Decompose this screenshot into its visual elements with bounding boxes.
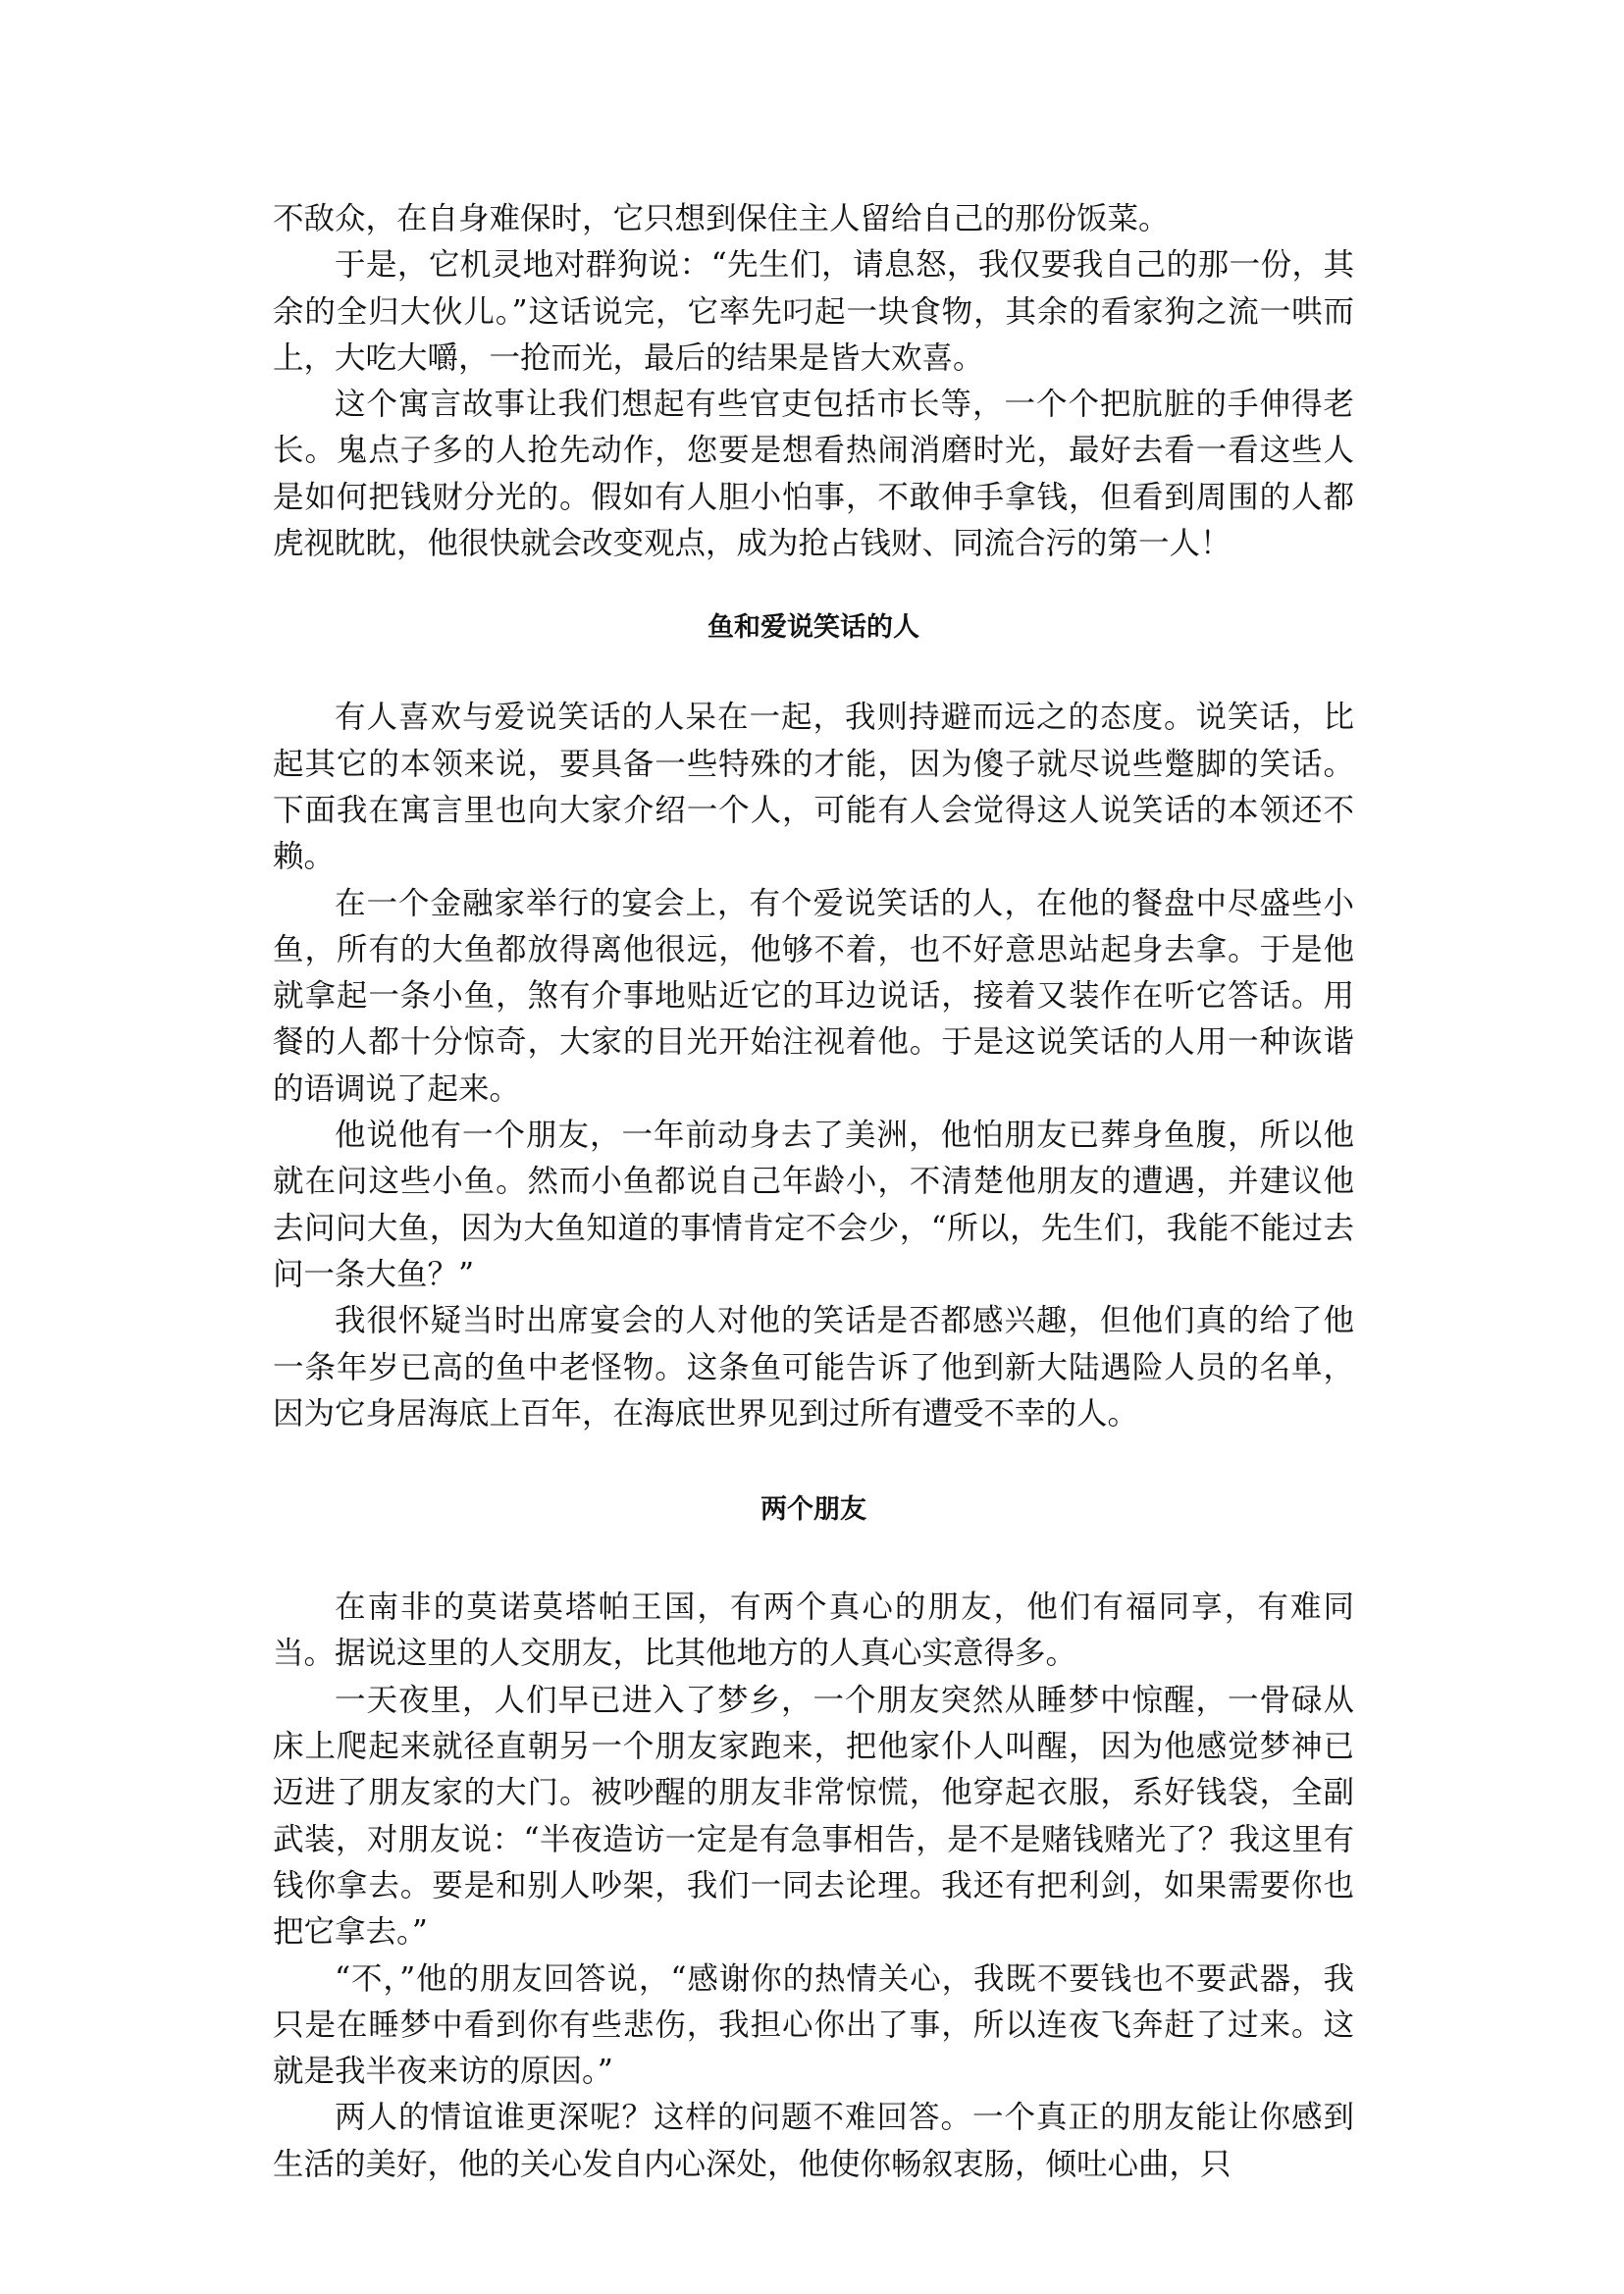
paragraph: “不，”他的朋友回答说，“感谢你的热情关心，我既不要钱也不要武器，我只是在睡梦中看到你有些悲伤，我担心你出了事，所以连夜飞奔赶了过来。这就是我半夜来访的原因。” [273, 1960, 1354, 2090]
section-title: 鱼和爱说笑话的人 [707, 612, 919, 644]
paragraph: 这个寓言故事让我们想起有些官吏包括市长等，一个个把肮脏的手伸得老长。鬼点子多的人抢先动作，您要是想看热闹消磨时光，最好去看一看这些人是如何把钱财分光的。假如有人胆小怕事，不敢伸手拿钱，但看到周围的人都虎视眈眈，他很快就会改变观点，成为抢占钱财、同流合污的第一人！ [273, 387, 1354, 562]
section-fish-and-joker [273, 608, 1354, 1437]
paragraph: 有人喜欢与爱说笑话的人呆在一起，我则持避而远之的态度。说笑话，比起其它的本领来说，要具备一些特殊的才能，因为傻子就尽说些蹩脚的笑话。下面我在寓言里也向大家介绍一个人，可能有人会觉得这人说笑话的本领还不赖。 [273, 700, 1354, 875]
section-previous-fable [273, 196, 1354, 567]
paragraph: 他说他有一个朋友，一年前动身去了美洲，他怕朋友已葬身鱼腹，所以他就在问这些小鱼。然而小鱼都说自己年龄小，不清楚他朋友的遭遇，并建议他去问问大鱼，因为大鱼知道的事情肯定不会少，“所以，先生们，我能不能过去问一条大鱼？” [273, 1118, 1354, 1292]
paragraph: 在一个金融家举行的宴会上，有个爱说笑话的人，在他的餐盘中尽盛些小鱼，所有的大鱼都放得离他很远，他够不着，也不好意思站起身去拿。于是他就拿起一条小鱼，煞有介事地贴近它的耳边说话，接着又装作在听它答话。用餐的人都十分惊奇，大家的目光开始注视着他。于是这说笑话的人用一种诙谐的语调说了起来。 [273, 885, 1354, 1107]
section-two-friends [273, 1490, 1354, 2188]
section-title: 两个朋友 [760, 1494, 866, 1526]
paragraph: 一天夜里，人们早已进入了梦乡，一个朋友突然从睡梦中惊醒，一骨碌从床上爬起来就径直朝另一个朋友家跑来，把他家仆人叫醒，因为他感觉梦神已迈进了朋友家的大门。被吵醒的朋友非常惊慌，他穿起衣服，系好钱袋，全副武装，对朋友说：“半夜造访一定是有急事相告，是不是赌钱赌光了？我这里有钱你拿去。要是和别人吵架，我们一同去论理。我还有把利剑，如果需要你也把它拿去。” [273, 1682, 1354, 1951]
paragraph: 我很怀疑当时出席宴会的人对他的笑话是否都感兴趣，但他们真的给了他一条年岁已高的鱼中老怪物。这条鱼可能告诉了他到新大陆遇险人员的名单，因为它身居海底上百年，在海底世界见到过所有遭受不幸的人。 [273, 1303, 1354, 1432]
paragraph: 两人的情谊谁更深呢？这样的问题不难回答。一个真正的朋友能让你感到生活的美好，他的关心发自内心深处，他使你畅叙衷肠，倾吐心曲，只 [273, 2100, 1354, 2182]
paragraph: 在南非的莫诺莫塔帕王国，有两个真心的朋友，他们有福同享，有难同当。据说这里的人交朋友，比其他地方的人真心实意得多。 [273, 1590, 1354, 1672]
paragraph: 于是，它机灵地对群狗说：“先生们，请息怒，我仅要我自己的那一份，其余的全归大伙儿。”这话说完，它率先叼起一块食物，其余的看家狗之流一哄而上，大吃大嚼，一抢而光，最后的结果是皆大欢喜。 [273, 247, 1354, 376]
document-page [273, 196, 1354, 2188]
paragraph: 不敌众，在自身难保时，它只想到保住主人留给自己的那份饭菜。 [273, 201, 1170, 236]
